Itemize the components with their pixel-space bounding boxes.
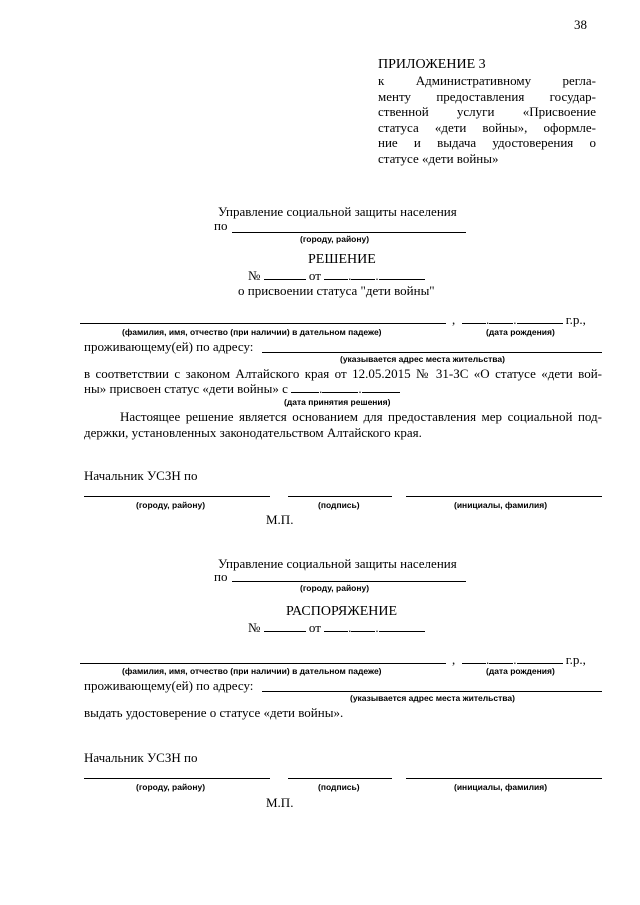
decision-org-line: Управление социальной защиты населения <box>218 204 457 219</box>
decision-name-hint: (инициалы, фамилия) <box>454 500 548 510</box>
decision-po: по <box>214 218 228 233</box>
order-day-field[interactable] <box>324 621 348 632</box>
appendix-line-1: к Административному регла- <box>378 73 596 88</box>
decision-basis-line-2: держки, установленных законодательством Алтайского края. <box>84 425 422 440</box>
order-issue-line: выдать удостоверение о статусе «дети войны». <box>84 705 344 720</box>
decision-name-field[interactable] <box>406 496 602 497</box>
order-no-sign: № <box>248 620 261 635</box>
decision-heading: РЕШЕНИЕ <box>308 252 376 267</box>
decision-stamp: М.П. <box>266 512 294 527</box>
appendix-title: ПРИЛОЖЕНИЕ 3 <box>378 57 486 72</box>
order-po: по <box>214 569 228 584</box>
order-chief-label: Начальник УСЗН по <box>84 750 198 765</box>
order-name-field[interactable] <box>406 778 602 779</box>
decision-ot: от <box>308 268 321 283</box>
decision-address-label: проживающему(ей) по адресу: <box>84 339 254 354</box>
decision-address-hint: (указывается адрес места жительства) <box>340 354 505 364</box>
decision-status-year-field[interactable] <box>362 382 400 393</box>
order-number-row: № от . . <box>248 620 425 636</box>
order-number-field[interactable] <box>264 621 306 632</box>
decision-no-sign: № <box>248 268 261 283</box>
order-sig-city-hint: (городу, району) <box>136 782 206 792</box>
decision-law-text-1: в соответствии с законом Алтайского края от 12.05.2015 № 31-ЗС «О статусе «дети вой- <box>84 366 602 381</box>
order-sig-hint: (подпись) <box>318 782 360 792</box>
decision-law-text-2: ны» присвоен статус «дети войны» с <box>84 381 288 396</box>
order-stamp: М.П. <box>266 795 294 810</box>
order-fio-field[interactable] <box>80 663 446 664</box>
order-year-field[interactable] <box>379 621 425 632</box>
order-name-hint: (инициалы, фамилия) <box>454 782 548 792</box>
decision-comma: , <box>452 312 456 327</box>
decision-birth-row: . . г.р., <box>462 312 586 328</box>
decision-city-field[interactable] <box>232 232 466 233</box>
order-gr: г.р., <box>565 652 586 667</box>
decision-subject: о присвоении статуса "дети войны" <box>238 283 435 298</box>
order-comma: , <box>452 652 456 667</box>
order-birth-month-field[interactable] <box>489 653 513 664</box>
decision-sig-hint: (подпись) <box>318 500 360 510</box>
decision-chief-label: Начальник УСЗН по <box>84 468 198 483</box>
appendix-line-4: статуса «дети войны», оформле- <box>378 119 596 135</box>
decision-basis-text-1: Настоящее решение является основанием для предоставления мер социальной под- <box>120 409 602 424</box>
decision-law-line-1 <box>84 366 602 382</box>
decision-law-line-2: ны» присвоен статус «дети войны» с . . <box>84 381 400 397</box>
decision-status-month-field[interactable] <box>322 382 358 393</box>
order-city-field[interactable] <box>232 581 466 582</box>
decision-birth-year-field[interactable] <box>517 313 563 324</box>
decision-date-hint: (дата принятия решения) <box>284 397 391 407</box>
order-birth-row: . . г.р., <box>462 652 586 668</box>
order-chief-city-field[interactable] <box>84 778 270 779</box>
order-city-hint: (городу, району) <box>300 583 370 593</box>
decision-gr: г.р., <box>565 312 586 327</box>
order-address-hint: (указывается адрес места жительства) <box>350 693 515 703</box>
decision-birth-hint: (дата рождения) <box>486 327 555 337</box>
order-address-label: проживающему(ей) по адресу: <box>84 678 254 693</box>
appendix-line-6: статусе «дети войны» <box>378 150 499 166</box>
order-signature-field[interactable] <box>288 778 392 779</box>
order-birth-year-field[interactable] <box>517 653 563 664</box>
decision-basis-line-1 <box>120 409 602 425</box>
decision-fio-field[interactable] <box>80 323 446 324</box>
appendix-line-5: ние и выдача удостоверения о <box>378 135 596 150</box>
decision-signature-field[interactable] <box>288 496 392 497</box>
decision-number-row: № от . . <box>248 268 425 284</box>
appendix-block <box>378 57 596 166</box>
order-ot: от <box>308 620 321 635</box>
decision-chief-city-field[interactable] <box>84 496 270 497</box>
decision-number-field[interactable] <box>264 269 306 280</box>
appendix-line-3: ственной услуги «Присвоение <box>378 104 596 119</box>
appendix-line-2: менту предоставления государ- <box>378 88 596 104</box>
order-org-line: Управление социальной защиты населения <box>218 556 457 571</box>
order-birth-hint: (дата рождения) <box>486 666 555 676</box>
decision-sig-city-hint: (городу, району) <box>136 500 206 510</box>
decision-month-field[interactable] <box>351 269 375 280</box>
decision-birth-day-field[interactable] <box>462 313 486 324</box>
page-number: 38 <box>574 17 587 32</box>
order-fio-hint: (фамилия, имя, отчество (при наличии) в дательном падеже) <box>122 666 382 676</box>
decision-fio-hint: (фамилия, имя, отчество (при наличии) в дательном падеже) <box>122 327 382 337</box>
order-heading: РАСПОРЯЖЕНИЕ <box>286 604 398 619</box>
decision-city-hint: (городу, району) <box>300 234 370 244</box>
decision-birth-month-field[interactable] <box>489 313 513 324</box>
order-month-field[interactable] <box>351 621 375 632</box>
order-birth-day-field[interactable] <box>462 653 486 664</box>
decision-year-field[interactable] <box>379 269 425 280</box>
decision-address-field[interactable] <box>262 352 602 353</box>
decision-day-field[interactable] <box>324 269 348 280</box>
decision-status-day-field[interactable] <box>291 382 319 393</box>
order-address-field[interactable] <box>262 691 602 692</box>
